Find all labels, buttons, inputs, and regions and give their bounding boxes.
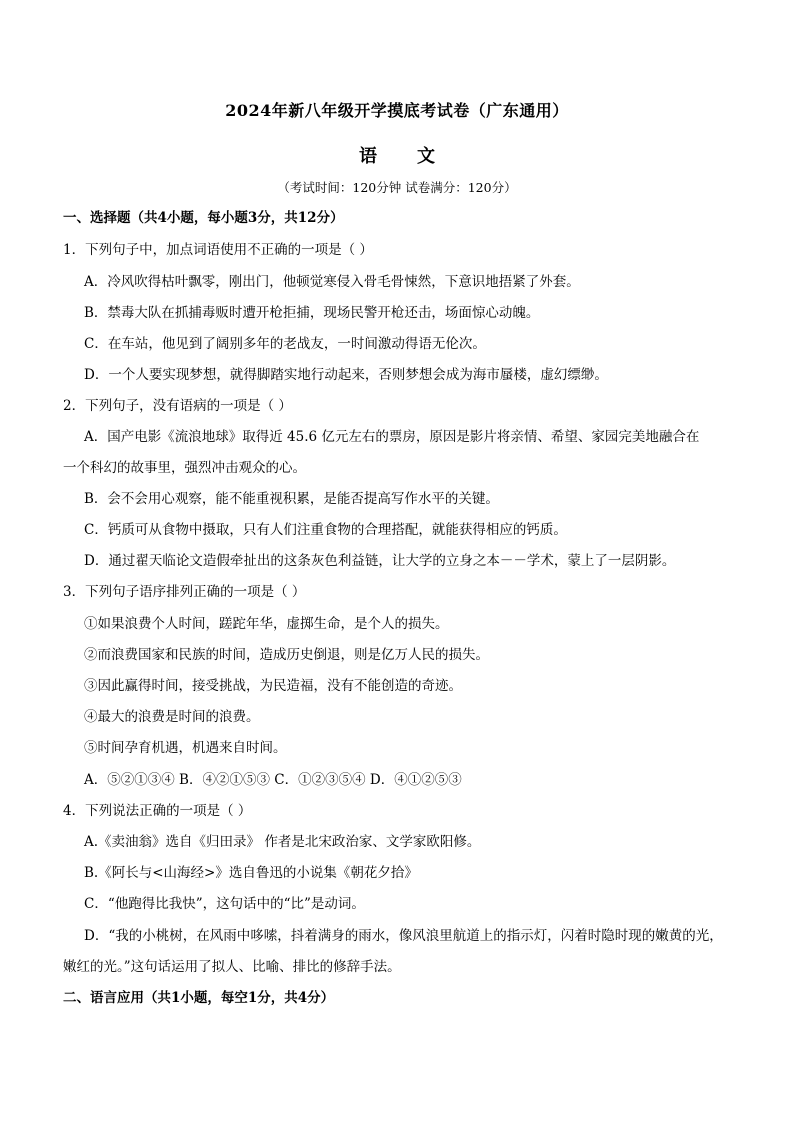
q1-option-d: D．一个人要实现梦想，就得脚踏实地行动起来，否则梦想会成为海市蜃楼，虚幻缥缈。 <box>84 367 608 383</box>
q3-sentence-2: ②而浪费国家和民族的时间，造成历史倒退，则是亿万人民的损失。 <box>84 647 489 663</box>
q4-stem: 4．下列说法正确的一项是（ ） <box>63 803 252 819</box>
q4-option-c: C．“他跑得比我快”，这句话中的“比”是动词。 <box>84 896 365 912</box>
q3-sentence-4: ④最大的浪费是时间的浪费。 <box>84 709 260 725</box>
exam-title: 2024年新八年级开学摸底考试卷（广东通用） <box>225 101 569 120</box>
q4-option-a: A.《卖油翁》选自《归田录》 作者是北宋政治家、文学家欧阳修。 <box>84 834 481 850</box>
q4-option-d-cont: 嫩红的光。”这句话运用了拟人、比喻、排比的修辞手法。 <box>63 959 401 975</box>
q1-option-b: B．禁毒大队在抓捕毒贩时遭开枪拒捕，现场民警开枪还击，场面惊心动魄。 <box>84 305 540 321</box>
q3-sentence-3: ③因此赢得时间，接受挑战，为民造福，没有不能创造的奇迹。 <box>84 678 462 694</box>
q3-stem: 3．下列句子语序排列正确的一项是（ ） <box>63 584 306 600</box>
q1-option-c: C．在车站，他见到了阔别多年的老战友，一时间激动得语无伦次。 <box>84 336 486 352</box>
q3-sentence-1: ①如果浪费个人时间，蹉跎年华，虚掷生命，是个人的损失。 <box>84 616 449 632</box>
section-2-heading: 二、语言应用（共1小题，每空1分，共4分） <box>63 990 335 1006</box>
q2-option-a: A．国产电影《流浪地球》取得近 45.6 亿元左右的票房，原因是影片将亲情、希望、家园完美地融合在 <box>84 429 700 445</box>
q4-option-b: B.《阿长与<山海经>》选自鲁迅的小说集《朝花夕拾》 <box>84 865 418 881</box>
subject-heading: 语文 <box>359 146 475 167</box>
q2-option-d: D．通过翟天临论文造假牵扯出的这条灰色利益链，让大学的立身之本－－学术，蒙上了一层阴影。 <box>84 553 676 569</box>
q3-options: A．⑤②①③④ B．④②①⑤③ C．①②③⑤④ D．④①②⑤③ <box>84 772 462 788</box>
q1-stem: 1．下列句子中，加点词语使用不正确的一项是（ ） <box>63 242 373 258</box>
q1-option-a: A．冷风吹得枯叶飘零，刚出门，他顿觉寒侵入骨毛骨悚然，下意识地捂紧了外套。 <box>84 274 580 290</box>
q2-option-c: C．钙质可从食物中摄取，只有人们注重食物的合理搭配，就能获得相应的钙质。 <box>84 522 567 538</box>
q2-option-a-cont: 一个科幻的故事里，强烈冲击观众的心。 <box>63 460 306 476</box>
q2-option-b: B．会不会用心观察，能不能重视积累，是能否提高写作水平的关键。 <box>84 491 499 507</box>
q2-stem: 2．下列句子，没有语病的一项是（ ） <box>63 398 292 414</box>
exam-meta: （考试时间：120分钟 试卷满分：120分） <box>277 180 517 195</box>
section-1-heading: 一、选择题（共4小题，每小题3分，共12分） <box>63 210 344 226</box>
q4-option-d: D．“我的小桃树，在风雨中哆嗦，抖着满身的雨水，像风浪里航道上的指示灯，闪着时隐时现的嫩黄的光， <box>84 928 723 944</box>
q3-sentence-5: ⑤时间孕育机遇，机遇来自时间。 <box>84 740 287 756</box>
